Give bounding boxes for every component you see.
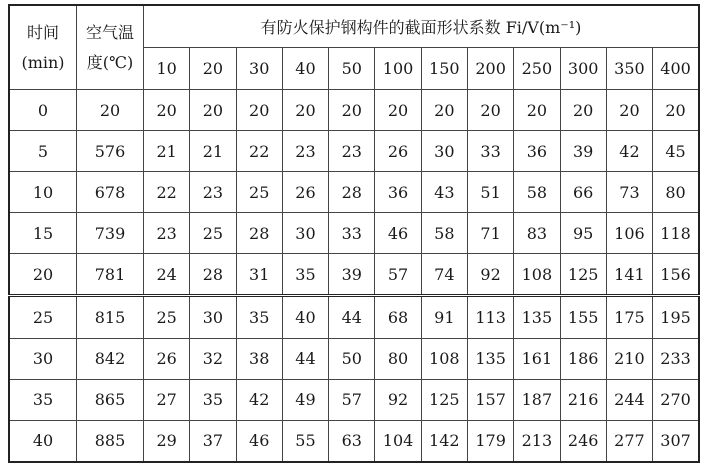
steel-temp-cell: 35 [282,254,328,296]
table-row [9,90,699,131]
air-temp-cell: 576 [77,131,144,172]
steel-temp-cell: 36 [375,172,421,213]
section-factor-column-header: 50 [329,48,375,90]
steel-temp-cell: 142 [421,420,467,462]
steel-temp-cell: 29 [144,420,190,462]
time-header-unit: (min) [21,52,65,72]
steel-temp-cell: 71 [467,213,513,254]
steel-temp-cell: 45 [653,131,699,172]
steel-temp-cell: 30 [421,131,467,172]
steel-temp-cell: 156 [653,254,699,296]
steel-temp-cell: 92 [375,379,421,420]
steel-temp-cell: 31 [236,254,282,296]
steel-temp-cell: 58 [421,213,467,254]
steel-temp-cell: 20 [329,90,375,131]
steel-temp-cell: 91 [421,296,467,338]
steel-temp-cell: 23 [144,213,190,254]
steel-temp-cell: 246 [560,420,606,462]
steel-temp-cell: 22 [144,172,190,213]
steel-temp-cell: 20 [144,90,190,131]
time-cell: 0 [9,90,77,131]
steel-temp-cell: 37 [190,420,236,462]
steel-temp-cell: 187 [514,379,560,420]
time-cell: 20 [9,254,77,296]
steel-temp-cell: 63 [329,420,375,462]
section-factor-column-header: 150 [421,48,467,90]
section-factor-column-header: 20 [190,48,236,90]
steel-temp-cell: 25 [236,172,282,213]
table-row [9,296,699,338]
steel-temp-cell: 20 [514,90,560,131]
steel-temp-cell: 25 [144,296,190,338]
steel-temp-cell: 39 [560,131,606,172]
steel-temp-cell: 125 [560,254,606,296]
time-cell: 25 [9,296,77,338]
section-factor-column-header: 300 [560,48,606,90]
steel-temp-cell: 83 [514,213,560,254]
steel-temp-cell: 33 [467,131,513,172]
steel-temp-cell: 36 [514,131,560,172]
steel-temp-cell: 108 [421,338,467,379]
section-factor-column-header: 200 [467,48,513,90]
air-temp-cell: 842 [77,338,144,379]
steel-temp-cell: 55 [282,420,328,462]
steel-temp-cell: 32 [190,338,236,379]
air-temp-cell: 781 [77,254,144,296]
steel-temp-cell: 26 [282,172,328,213]
time-cell: 35 [9,379,77,420]
steel-temp-cell: 21 [144,131,190,172]
steel-temp-cell: 104 [375,420,421,462]
steel-temp-cell: 42 [606,131,652,172]
time-cell: 5 [9,131,77,172]
steel-temp-cell: 20 [606,90,652,131]
steel-temp-cell: 20 [421,90,467,131]
steel-temp-cell: 244 [606,379,652,420]
table-row [9,172,699,213]
steel-temp-cell: 74 [421,254,467,296]
steel-temp-cell: 157 [467,379,513,420]
air-temp-column-header [77,5,144,90]
steel-temp-cell: 68 [375,296,421,338]
steel-temp-cell: 46 [236,420,282,462]
steel-temp-cell: 135 [514,296,560,338]
air-temp-cell: 885 [77,420,144,462]
steel-temp-cell: 141 [606,254,652,296]
air-temp-header-label: 空气温 [85,22,134,42]
steel-temp-cell: 20 [467,90,513,131]
steel-temp-cell: 24 [144,254,190,296]
time-cell: 10 [9,172,77,213]
steel-temp-cell: 25 [190,213,236,254]
steel-temp-cell: 108 [514,254,560,296]
steel-temp-cell: 270 [653,379,699,420]
table-body [9,90,699,463]
steel-temp-cell: 307 [653,420,699,462]
steel-temp-cell: 51 [467,172,513,213]
steel-temp-cell: 43 [421,172,467,213]
steel-temp-cell: 33 [329,213,375,254]
steel-temp-cell: 155 [560,296,606,338]
steel-temp-cell: 179 [467,420,513,462]
steel-temp-cell: 30 [190,296,236,338]
steel-temp-cell: 125 [421,379,467,420]
steel-temp-cell: 42 [236,379,282,420]
steel-temp-cell: 50 [329,338,375,379]
steel-temp-cell: 95 [560,213,606,254]
table-row [9,420,699,462]
air-temp-cell: 678 [77,172,144,213]
steel-temp-cell: 20 [236,90,282,131]
steel-temp-cell: 175 [606,296,652,338]
steel-temp-cell: 28 [236,213,282,254]
time-cell: 40 [9,420,77,462]
steel-temp-cell: 186 [560,338,606,379]
steel-temp-cell: 20 [375,90,421,131]
header-row-1 [9,5,699,48]
steel-temp-cell: 57 [375,254,421,296]
air-temp-cell: 815 [77,296,144,338]
steel-temp-cell: 22 [236,131,282,172]
steel-temp-cell: 20 [282,90,328,131]
steel-temp-cell: 35 [190,379,236,420]
steel-temp-cell: 46 [375,213,421,254]
steel-temp-cell: 277 [606,420,652,462]
steel-temp-cell: 195 [653,296,699,338]
time-cell: 15 [9,213,77,254]
steel-temp-cell: 20 [653,90,699,131]
steel-temp-cell: 20 [190,90,236,131]
steel-temp-cell: 161 [514,338,560,379]
steel-temp-cell: 80 [375,338,421,379]
section-factor-column-header: 40 [282,48,328,90]
steel-temp-cell: 35 [236,296,282,338]
steel-temp-cell: 26 [375,131,421,172]
steel-temp-cell: 27 [144,379,190,420]
steel-temp-cell: 39 [329,254,375,296]
section-factor-column-header: 30 [236,48,282,90]
table-row [9,254,699,296]
steel-temp-cell: 118 [653,213,699,254]
table-row [9,338,699,379]
steel-temp-cell: 49 [282,379,328,420]
steel-temp-cell: 38 [236,338,282,379]
steel-temp-cell: 23 [329,131,375,172]
air-temp-header-unit: 度(℃) [86,52,134,72]
table-row [9,131,699,172]
steel-temp-cell: 213 [514,420,560,462]
steel-temp-cell: 44 [329,296,375,338]
section-factor-column-header: 10 [144,48,190,90]
section-factor-group-header: 有防火保护钢构件的截面形状系数 Fi/V(m⁻¹) [144,5,700,48]
steel-temp-cell: 210 [606,338,652,379]
air-temp-cell: 865 [77,379,144,420]
steel-temp-cell: 26 [144,338,190,379]
time-column-header [9,5,77,90]
steel-temp-cell: 57 [329,379,375,420]
time-header-label: 时间 [26,22,59,42]
steel-temp-cell: 216 [560,379,606,420]
time-cell: 30 [9,338,77,379]
steel-temp-cell: 113 [467,296,513,338]
steel-temp-cell: 92 [467,254,513,296]
steel-temp-cell: 23 [282,131,328,172]
table-row [9,379,699,420]
steel-temp-cell: 80 [653,172,699,213]
air-temp-cell: 739 [77,213,144,254]
steel-temp-cell: 135 [467,338,513,379]
steel-temp-cell: 58 [514,172,560,213]
steel-temp-cell: 66 [560,172,606,213]
steel-temp-cell: 20 [560,90,606,131]
steel-temp-cell: 44 [282,338,328,379]
steel-temp-cell: 233 [653,338,699,379]
steel-temp-cell: 106 [606,213,652,254]
steel-temp-cell: 28 [329,172,375,213]
steel-temp-cell: 21 [190,131,236,172]
steel-temperature-table [8,4,700,463]
steel-temp-cell: 40 [282,296,328,338]
section-factor-column-header: 250 [514,48,560,90]
table-row [9,213,699,254]
section-factor-column-header: 400 [653,48,699,90]
air-temp-cell: 20 [77,90,144,131]
steel-temp-cell: 30 [282,213,328,254]
section-factor-column-header: 100 [375,48,421,90]
steel-temp-cell: 28 [190,254,236,296]
steel-temp-cell: 23 [190,172,236,213]
section-factor-column-header: 350 [606,48,652,90]
steel-temp-cell: 73 [606,172,652,213]
